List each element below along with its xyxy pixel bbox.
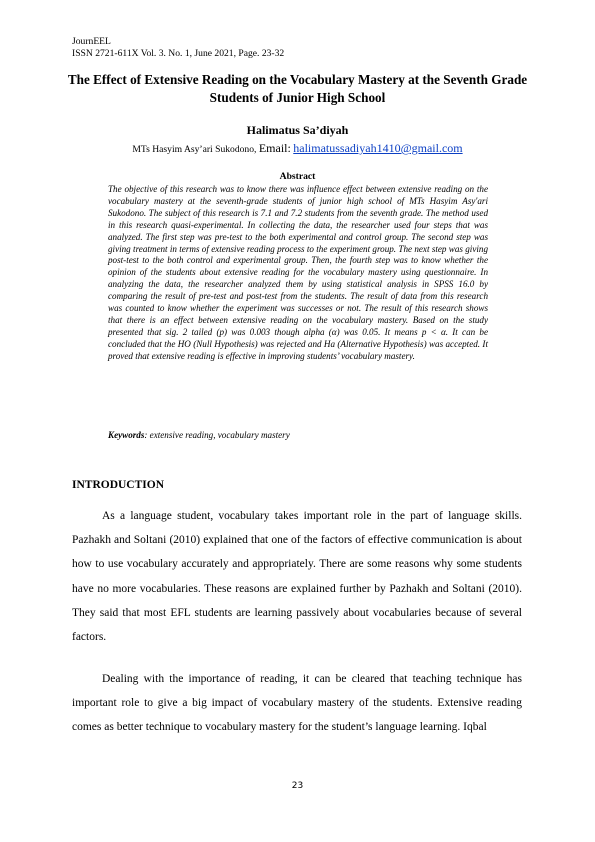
section-heading-introduction: INTRODUCTION xyxy=(72,479,165,491)
author-name: Halimatus Sa’diyah xyxy=(246,123,349,137)
page-number: 23 xyxy=(291,781,304,791)
body-paragraph: Dealing with the importance of reading, it can be cleared that teaching technique has important role to give a big impact of vocabulary mastery of the students. Extensive reading comes as better technique to vocabulary mastery for the student’s language learning. Iqbal xyxy=(72,673,522,734)
issn-line: ISSN 2721-611X Vol. 3. No. 1, June 2021, Page. 23-32 xyxy=(72,48,285,59)
journal-name: JournEEL xyxy=(72,36,111,47)
email-label: Email: xyxy=(258,141,291,155)
keywords-line xyxy=(108,430,290,440)
abstract-text: The objective of this research was to know there was influence effect between extensive reading on the vocabulary mastery at the seventh-grade students of junior high school of MTs Hasyim Asy'ari Sukodono. The subject of this research is 7.1 and 7.2 students from the seventh grade. The method used in this research quasi-experimental. In collecting the data, the researcher used four steps that was analyzed. The first step was pre-test to the both experimental and control group. The second step was giving treatment in terms of extensive reading process to the experiment group. The next step was giving post-test to the both control and experimental group. Then, the fourth step was to know whether the opinion of the students about extensive reading for the vocabulary mastery using questionnaire. In analyzing the data, the researcher analyzed them by using statistical analysis in SPSS 16.0 by comparing the result of pre-test and post-test from the students. The result of data from this research was counted to know whether the experiment was successes or not. The result of this research shows that there is an effect between extensive reading on the vocabulary mastery. Based on the study presented that sig. 2 tailed (p) was 0.003 though alpha (α) was 0.05. It means p < α. It can be concluded that the HO (Null Hypothesis) was rejected and Ha (Alternative Hypothesis) was accepted. It proved that extensive reading is effective in improving students’ vocabulary mastery. xyxy=(108,184,488,361)
body-paragraph: As a language student, vocabulary takes important role in the part of language skills. Pazhakh and Soltani (2010) explained that one of the factors of effective communication is about how to use vocabulary accurately and appropriately. There are some reasons why some students have no more vocabularies. These reasons are explained further by Pazhakh and Soltani (2010). They said that most EFL students are learning passively about vocabularies because of several factors. xyxy=(72,510,522,644)
author-affiliation xyxy=(0,141,595,156)
running-header xyxy=(72,36,284,60)
abstract-heading: Abstract xyxy=(279,171,316,182)
paper-title: The Effect of Extensive Reading on the Vocabulary Mastery at the Seventh Grade Students of Junior High School xyxy=(67,72,528,105)
keywords-label: Keywords xyxy=(108,430,145,440)
keywords-text: : extensive reading, vocabulary mastery xyxy=(144,430,290,440)
email-link[interactable]: halimatussadiyah1410@gmail.com xyxy=(293,141,463,155)
affiliation-text: MTs Hasyim Asy’ari Sukodono, xyxy=(132,144,257,155)
